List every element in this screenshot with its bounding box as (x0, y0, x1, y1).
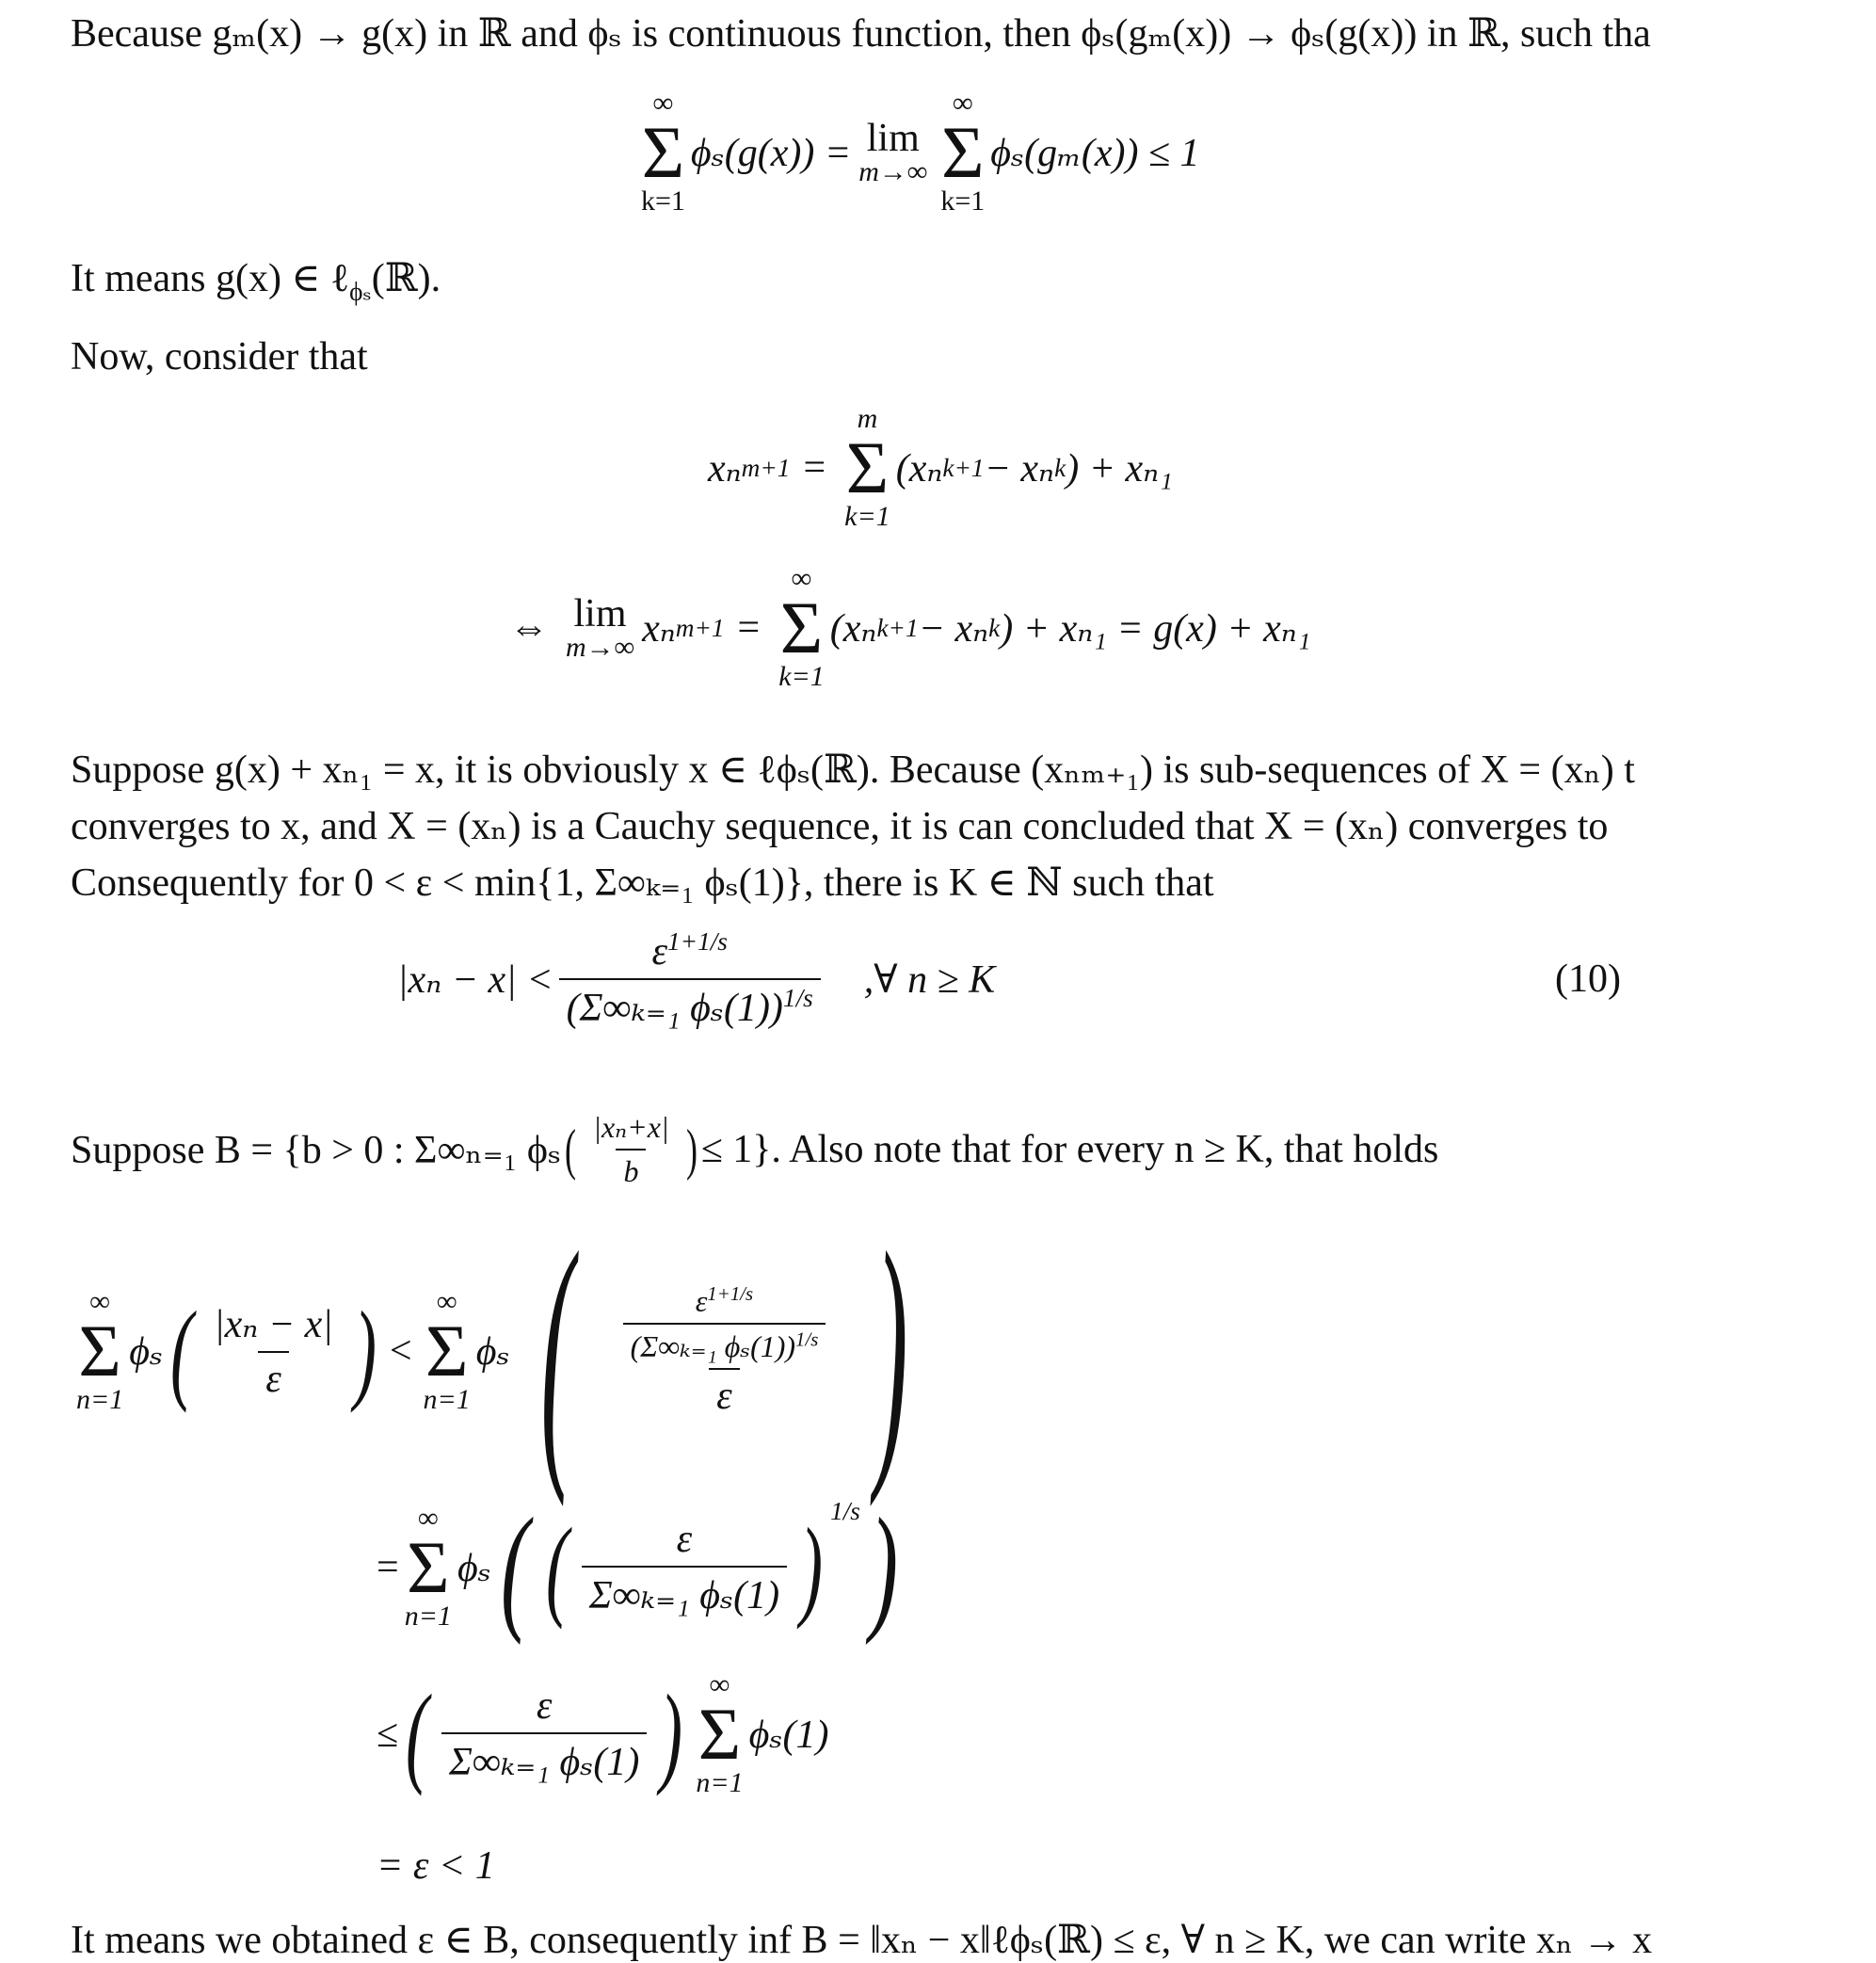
left-paren: ( (500, 1489, 529, 1646)
exponent: 1/s (782, 984, 813, 1012)
paragraph-line: Consequently for 0 < ε < min{1, Σ∞ₖ₌₁ ϕₛ(1)}, there is K ∈ ℕ such that (71, 861, 1214, 905)
exponent: 1/s (830, 1497, 860, 1525)
fraction (585, 1109, 677, 1189)
upper-limit: ∞ (953, 88, 973, 119)
left-paren: ( (170, 1288, 194, 1413)
paragraph-line: Suppose g(x) + xₙ₁ = x, it is obviously x ∈ ℓϕₛ(ℝ). Because (xₙₘ₊₁) is sub-sequences of X = (xₙ) t (71, 748, 1635, 792)
lower-limit: k=1 (778, 661, 825, 693)
exponent: 1+1/s (707, 1283, 754, 1306)
lim-subscript: m→∞ (858, 156, 928, 188)
iff-symbol: ⇔ (509, 606, 549, 651)
lhs: |xₙ − x| < (397, 958, 553, 1002)
subscript: ϕₛ (349, 277, 372, 306)
lower-limit: k=1 (641, 185, 685, 217)
term: ) + xₙ₁ = g(x) + xₙ₁ (1000, 607, 1311, 652)
term: ) + xₙ₁ (1066, 447, 1173, 491)
text: (ℝ). (371, 257, 441, 300)
right-paren: ) (874, 1195, 908, 1507)
numerator: ε (695, 1283, 708, 1318)
sum-symbol: ∞ Σ n=1 (423, 1285, 471, 1416)
subscript: k (1054, 453, 1066, 482)
phi: ϕₛ (457, 1547, 491, 1590)
equation-number: (10) (1555, 957, 1621, 1001)
lower-limit: n=1 (76, 1384, 124, 1416)
denominator: (Σ∞ₖ₌₁ ϕₛ(1)) (630, 1328, 796, 1363)
lhs-subscript: m+1 (675, 613, 725, 642)
subscript: k+1 (876, 613, 919, 642)
equation-10 (397, 927, 1621, 1031)
paragraph-4 (71, 742, 1635, 911)
term: − xₙ (984, 447, 1055, 491)
equals: = (737, 606, 761, 651)
sum-symbol: ∞ Σ n=1 (404, 1502, 452, 1633)
text: It means g(x) ∈ ℓ (71, 257, 350, 300)
upper-limit: m (857, 403, 878, 434)
denominator: Σ∞ₖ₌₁ ϕₛ(1) (582, 1566, 787, 1618)
upper-limit: ∞ (436, 1285, 457, 1317)
numerator: |xₙ+x| (593, 1110, 669, 1144)
fraction (441, 1683, 647, 1785)
right-paren: ) (869, 1489, 898, 1646)
condition: ,∀ n ≥ K (863, 958, 996, 1002)
upper-limit: ∞ (418, 1502, 439, 1534)
paragraph-3: Now, consider that (71, 335, 368, 378)
numerator: ε (676, 1518, 693, 1561)
fraction (582, 1517, 787, 1618)
numerator: ε (536, 1684, 553, 1729)
denominator: ε (258, 1351, 289, 1402)
fraction (559, 927, 821, 1031)
equation-limit (509, 565, 1310, 691)
lower-limit: n=1 (696, 1767, 744, 1799)
lower-limit: k=1 (940, 185, 986, 217)
limit-operator (858, 119, 927, 186)
denominator: b (616, 1149, 646, 1189)
lim-subscript: m→∞ (566, 632, 635, 664)
exponent: 1/s (795, 1328, 819, 1351)
sum-symbol: ∞ Σ k=1 (778, 563, 825, 693)
equation-line-2 (377, 1489, 907, 1646)
right-paren: ) (660, 1671, 683, 1797)
equation-big (71, 1195, 938, 1507)
upper-limit: ∞ (791, 563, 812, 594)
upper-limit: ∞ (652, 88, 674, 119)
term: ϕₛ(1) (748, 1714, 829, 1758)
paragraph-5 (71, 1109, 1438, 1189)
right-paren: ) (685, 1118, 697, 1181)
left-paren: ( (540, 1195, 574, 1507)
equals: = (377, 1546, 399, 1589)
phi: ϕₛ (475, 1330, 510, 1374)
compound-fraction (610, 1283, 840, 1419)
equation-line-3 (377, 1671, 828, 1797)
equation-sum-limit (635, 89, 1200, 216)
paragraph-1: Because gₘ(x) → g(x) in ℝ and ϕₛ is continuous function, then ϕₛ(gₘ(x)) → ϕₛ(g(x)) in ℝ, such tha (71, 12, 1651, 56)
lower-limit: n=1 (423, 1384, 471, 1416)
lhs: xₙ (708, 447, 742, 491)
sum-symbol: ∞ Σ k=1 (641, 88, 685, 217)
equation-telescoping (708, 405, 1173, 531)
limit-operator (566, 594, 634, 662)
subscript: k (988, 613, 1001, 642)
denominator: Σ∞ₖ₌₁ ϕₛ(1) (441, 1732, 647, 1785)
equation-line-4: = ε < 1 (377, 1844, 495, 1888)
paragraph-2 (71, 254, 441, 306)
rhs: ϕₛ(gₘ(x)) ≤ 1 (990, 132, 1200, 176)
sum-symbol: ∞ Σ k=1 (940, 88, 986, 217)
numerator: |xₙ − x| (214, 1303, 333, 1346)
term: − xₙ (918, 607, 989, 652)
right-paren: ) (353, 1288, 377, 1413)
lim-label: lim (573, 592, 627, 636)
inner-fraction (623, 1283, 826, 1364)
left-paren: ( (565, 1118, 577, 1181)
fraction (206, 1300, 341, 1402)
upper-limit: ∞ (89, 1285, 110, 1317)
sum-symbol: ∞ Σ n=1 (76, 1285, 124, 1416)
upper-limit: ∞ (709, 1669, 730, 1700)
denominator: ε (709, 1368, 740, 1419)
term: (xₙ (895, 447, 943, 491)
lhs: xₙ (642, 607, 676, 652)
lhs: ϕₛ(g(x)) = (690, 132, 852, 176)
less-than: < (389, 1329, 412, 1373)
paragraph-6: It means we obtained ε ∈ B, consequently inf B = ‖xₙ − x‖ℓϕₛ(ℝ) ≤ ε, ∀ n ≥ K, we can write xₙ → x (71, 1919, 1653, 1962)
paragraph-line: converges to x, and X = (xₙ) is a Cauchy sequence, it is can concluded that X = (xₙ) converges to (71, 805, 1609, 848)
lhs-subscript: m+1 (741, 453, 791, 482)
text: ≤ 1}. Also note that for every n ≥ K, that holds (700, 1127, 1439, 1171)
exponent: 1+1/s (667, 927, 728, 956)
lower-limit: k=1 (844, 501, 890, 533)
text: Suppose B = {b > 0 : Σ∞ₙ₌₁ ϕₛ (71, 1128, 562, 1172)
numerator: ε (651, 930, 667, 973)
denominator: (Σ∞ₖ₌₁ ϕₛ(1)) (566, 987, 783, 1030)
left-paren: ( (406, 1671, 429, 1797)
term: (xₙ (829, 607, 877, 652)
phi: ϕₛ (129, 1330, 164, 1374)
subscript: k+1 (942, 453, 985, 482)
left-paren: ( (545, 1504, 569, 1630)
lower-limit: n=1 (404, 1601, 452, 1633)
sum-symbol: ∞ Σ n=1 (696, 1669, 744, 1799)
sum-symbol: m Σ k=1 (844, 403, 890, 533)
right-paren: ) (800, 1504, 824, 1630)
less-equal: ≤ (377, 1713, 399, 1757)
lim-label: lim (866, 117, 920, 161)
equals: = (803, 446, 826, 491)
